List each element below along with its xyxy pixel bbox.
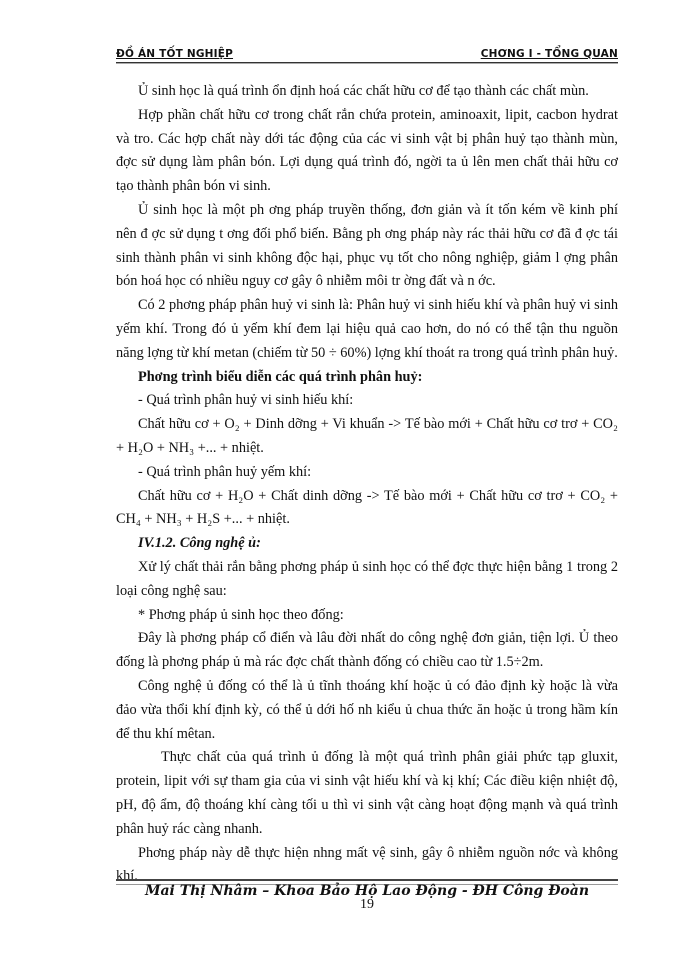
header-rule (116, 62, 618, 64)
paragraph-pile-technology: Công nghệ ủ đống có thể là ủ tĩnh thoáng khí hoặc ủ có đảo định kỳ hoặc là vừa đảo vừa thổi khí định kỳ, có thể ủ dới hố nh kiểu ủ chua thức ăn hoặc ủ trong hầm kín để thu khí mêtan. (116, 677, 618, 742)
anaerobic-label: - Quá trình phân huỷ yếm khí: (138, 463, 312, 480)
paragraph-intro: Ủ sinh học là quá trình ổn định hoá các chất hữu cơ để tạo thành các chất mùn. (138, 83, 589, 99)
section-heading-composting-tech: IV.1.2. Công nghệ ủ: (138, 535, 261, 552)
page-header (116, 48, 618, 66)
equations-heading: Phơng trình biểu diễn các quá trình phân huỷ: (138, 368, 423, 385)
header-chapter: CHƠNG I - TỔNG QUAN (480, 48, 618, 60)
pile-method-label: * Phơng pháp ủ sinh học theo đống: (138, 606, 344, 623)
paragraph-two-methods: Có 2 phơng pháp phân huỷ vi sinh là: Phân huỷ vi sinh hiếu khí và phân huỷ vi sinh yếm khí. Trong đó ủ yếm khí đem lại hiệu quả cao hơn, do nó có thể tận thu nguồn năng lợng từ khí metan (chiếm từ 50 ÷ 60%) lợng khí thoát ra trong quá trình phân huỷ. (116, 297, 618, 361)
paragraph-treatment: Xử lý chất thải rắn bằng phơng pháp ủ sinh học có thể đợc thực hiện bằng 1 trong 2 loại công nghệ sau: (116, 558, 618, 599)
paragraph-composition: Hợp phần chất hữu cơ trong chất rắn chứa protein, aminoaxit, lipit, cacbon hydrat và tro. Các hợp chất này dới tác động của các vi sinh vật bị phân huỷ tạo thành mùn, đợc sử dụng làm phân bón. Lợi dụng quá trình đó, ngời ta ủ lên men chất thải hữu cơ tạo thành phân bón vi sinh. (116, 106, 618, 195)
aerobic-equation: Chất hữu cơ + O₂ + Dinh dỡng + Vi khuẩn -> Tế bào mới + Chất hữu cơ trơ + CO₂ + H₂O + NH₃ +... + nhiệt. (116, 416, 618, 456)
footer-author: Mai Thị Nhâm – Khoa Bảo Hộ Lao Động - ĐH Công Đoàn (144, 883, 590, 899)
page-body (116, 80, 618, 889)
aerobic-label: - Quá trình phân huỷ vi sinh hiếu khí: (138, 392, 354, 409)
paragraph-pile-essence: Thực chất của quá trình ủ đống là một quá trình phân giải phức tạp gluxit, protein, lipit với sự tham gia của vi sinh vật hiếu khí và kị khí; Các điều kiện nhiệt độ, pH, độ ẩm, độ thoáng khí càng tối u thì vi sinh vật càng hoạt động mạnh và quá trình phân huỷ rác càng nhanh. (116, 749, 618, 837)
paragraph-drawbacks: Phơng pháp này dễ thực hiện nhng mất vệ sinh, gây ô nhiễm nguồn nớc và không khí. (116, 844, 618, 885)
paragraph-pile-method: Đây là phơng pháp cổ điển và lâu đời nhất do công nghệ đơn giản, tiện lợi. Ủ theo đống là phơng pháp ủ mà rác đợc chất thành đống có chiều cao từ 1.5÷2m. (116, 630, 618, 671)
page-number: 19 (360, 897, 374, 912)
anaerobic-equation: Chất hữu cơ + H₂O + Chất dinh dỡng -> Tế bào mới + Chất hữu cơ trơ + CO₂ + CH₄ + NH₃ + H₂S +... + nhiệt. (116, 487, 618, 528)
header-title: ĐỒ ÁN TỐT NGHIỆP (116, 48, 234, 60)
paragraph-traditional-method: Ủ sinh học là một ph ơng pháp truyền thống, đơn giản và ít tốn kém về kinh phí nên đ ợc sử dụng t ơng đối phổ biến. Bằng ph ơng pháp này rác thải hữu cơ đã đ ợc tái sinh thành phân vi sinh không độc hại, phục vụ tốt cho nông nghiệp, giảm l ợng phân bón hoá học có nhiều nguy cơ gây ô nhiễm môi tr ờng đất và n ớc. (116, 201, 618, 290)
